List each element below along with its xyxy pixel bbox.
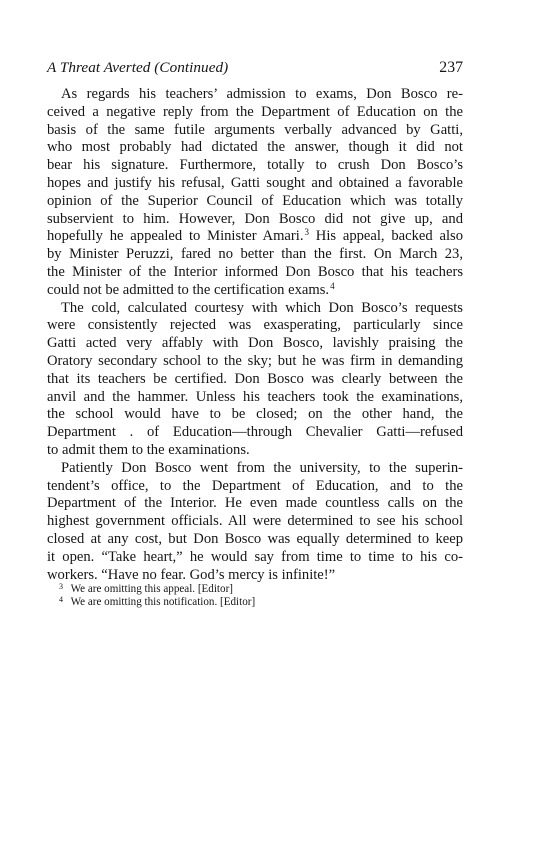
text-segment: Department . of Education—through Chevalier Gatti—refused xyxy=(47,424,463,441)
text-segment: opinion of the Superior Council of Education which was totally xyxy=(47,192,463,209)
footnote-text: We are omitting this notification. [Editor] xyxy=(68,596,256,608)
main-text xyxy=(47,86,463,584)
text-line xyxy=(47,335,463,353)
text-segment: who most probably had dictated the answer, though it did not xyxy=(47,139,463,156)
text-line xyxy=(47,211,463,229)
text-line xyxy=(47,460,463,478)
text-line xyxy=(47,228,463,246)
footnote: 4 We are omitting this notification. [Editor] xyxy=(59,595,256,608)
text-line xyxy=(47,104,463,122)
footnote-reference: 3 xyxy=(304,227,309,238)
text-segment: that its teachers be certified. Don Bosco was clearly between the xyxy=(47,370,463,387)
text-line xyxy=(47,317,463,335)
text-line xyxy=(47,264,463,282)
text-line xyxy=(47,495,463,513)
text-segment: Gatti acted very affably with Don Bosco, lavishly praising the xyxy=(47,335,463,352)
text-segment: ceived a negative reply from the Department of Education on the xyxy=(47,103,463,120)
paragraph xyxy=(47,300,463,460)
text-segment: subservient to him. However, Don Bosco did not give up, and xyxy=(47,210,463,227)
text-segment: hopefully he appealed to Minister Amari. xyxy=(47,228,304,245)
text-line xyxy=(47,157,463,175)
text-line xyxy=(47,567,463,585)
text-line xyxy=(47,300,463,318)
text-segment: bear his signature. Furthermore, totally to crush Don Bosco’s xyxy=(47,157,463,174)
text-segment: could not be admitted to the certification exams. xyxy=(47,281,330,298)
text-segment: The cold, calculated courtesy with which Don Bosco’s requests xyxy=(61,299,463,316)
text-line xyxy=(47,371,463,389)
text-line xyxy=(47,406,463,424)
text-line xyxy=(47,442,463,460)
text-line xyxy=(47,478,463,496)
text-segment: Oratory secondary school to the sky; but he was firm in demanding xyxy=(47,352,463,369)
text-line xyxy=(47,139,463,157)
text-segment: closed at any cost, but Don Bosco was equally determined to keep xyxy=(47,530,463,547)
text-segment: basis of the same futile arguments verbally advanced by Gatti, xyxy=(47,121,463,138)
text-segment: highest government officials. All were determined to see his school xyxy=(47,513,463,530)
text-segment: anvil and the hammer. Unless his teachers took the examinations, xyxy=(47,388,463,405)
footnotes xyxy=(59,583,459,609)
text-segment: hopes and justify his refusal, Gatti sought and obtained a favorable xyxy=(47,174,463,191)
text-line xyxy=(47,389,463,407)
footnote-text: We are omitting this appeal. [Editor] xyxy=(68,583,233,595)
running-title: A Threat Averted (Continued) xyxy=(47,59,229,76)
text-line xyxy=(47,86,463,104)
text-segment: it open. “Take heart,” he would say from time to time to his co- xyxy=(47,548,463,565)
text-line xyxy=(47,549,463,567)
text-line xyxy=(47,175,463,193)
text-segment: His appeal, backed also xyxy=(308,228,464,245)
text-line xyxy=(47,531,463,549)
text-line xyxy=(47,282,463,300)
text-line xyxy=(47,353,463,371)
text-segment: As regards his teachers’ admission to exams, Don Bosco re- xyxy=(61,86,463,102)
text-segment: to admit them to the examinations. xyxy=(47,441,250,458)
running-head xyxy=(47,58,463,78)
paragraph xyxy=(47,460,463,585)
footnote: 3 We are omitting this appeal. [Editor] xyxy=(59,582,233,595)
text-line xyxy=(47,122,463,140)
text-segment: the Minister of the Interior informed Don Bosco that his teachers xyxy=(47,263,463,280)
text-segment: workers. “Have no fear. God’s mercy is infinite!” xyxy=(47,566,336,583)
page-number: 237 xyxy=(439,59,463,76)
text-line xyxy=(47,193,463,211)
text-segment: tendent’s office, to the Department of Education, and to the xyxy=(47,477,463,494)
text-line xyxy=(47,246,463,264)
text-segment: were consistently rejected was exasperating, particularly since xyxy=(47,317,463,334)
paragraph xyxy=(47,86,463,300)
text-segment: Department of the Interior. He even made countless calls on the xyxy=(47,495,463,512)
text-segment: by Minister Peruzzi, fared no better than the first. On March 23, xyxy=(47,246,463,263)
footnote-reference: 4 xyxy=(330,280,335,291)
text-line xyxy=(47,424,463,442)
text-line xyxy=(47,513,463,531)
text-segment: the school would have to be closed; on the other hand, the xyxy=(47,406,463,423)
text-segment: Patiently Don Bosco went from the university, to the superin- xyxy=(61,459,463,476)
